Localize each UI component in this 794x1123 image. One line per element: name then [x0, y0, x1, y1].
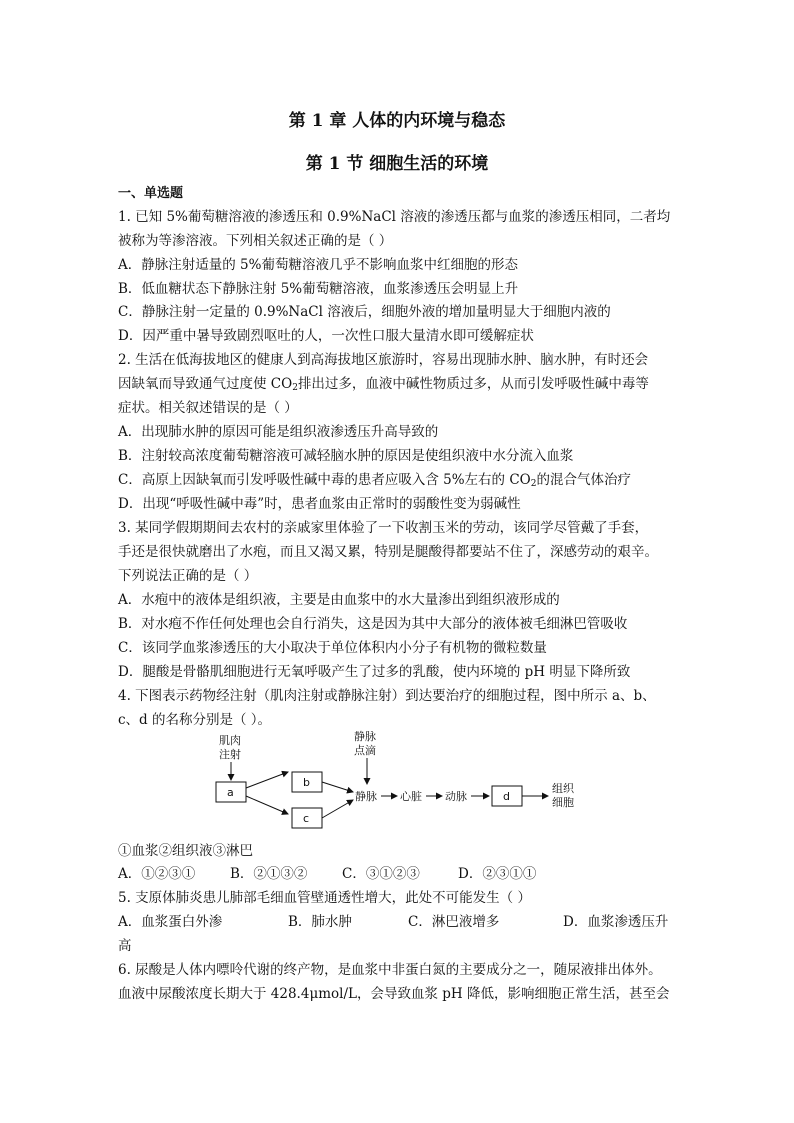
q4-option-d: D．②③①① — [458, 866, 537, 882]
q2-option-d: D．出现“呼吸性碱中毒”时，患者血浆由正常时的弱酸性变为弱碱性 — [118, 496, 521, 512]
q3-option-c: C．该同学血浆渗透压的大小取决于单位体积内小分子有机物的微粒数量 — [118, 640, 547, 656]
im-injection-label-1: 肌肉 — [219, 734, 241, 747]
q1-stem-line2: 被称为等渗溶液。下列相关叙述正确的是（ ） — [118, 233, 393, 249]
q5-option-a: A．血浆蛋白外渗 — [118, 914, 223, 930]
q1-stem-line1: 1. 已知 5%葡萄糖溶液的渗透压和 0.9%NaCl 溶液的渗透压都与血浆的渗透压相同，二者均 — [118, 209, 671, 225]
iv-drip-label-2: 点滴 — [354, 744, 376, 757]
q2-stem-line3: 症状。相关叙述错误的是（ ） — [118, 400, 298, 416]
q4-stem-line2: c、d 的名称分别是（ ）。 — [118, 712, 272, 728]
q5-option-b: B．肺水肿 — [288, 914, 352, 930]
q1-option-a: A．静脉注射适量的 5%葡萄糖溶液几乎不影响血浆中红细胞的形态 — [118, 257, 518, 273]
q2-stem-line1: 2. 生活在低海拔地区的健康人到高海拔地区旅游时，容易出现肺水肿、脑水肿，有时还会 — [118, 352, 649, 368]
q3-stem-line3: 下列说法正确的是（ ） — [118, 568, 258, 584]
q1-option-c: C．静脉注射一定量的 0.9%NaCl 溶液后，细胞外液的增加量明显大于细胞内液的 — [118, 304, 611, 320]
q4-legend: ①血浆②组织液③淋巴 — [118, 843, 253, 859]
q4-option-b: B．②①③② — [230, 866, 308, 882]
subscript-2: 2 — [292, 383, 298, 393]
heart-label: 心脏 — [400, 790, 422, 803]
box-c-label: c — [303, 812, 310, 825]
q5-option-c: C．淋巴液增多 — [408, 914, 500, 930]
part-heading: 一、单选题 — [118, 186, 184, 201]
arrow-a-to-c — [246, 796, 288, 814]
box-d-label: d — [503, 790, 510, 803]
arrow-a-to-b — [246, 772, 288, 788]
box-a-label: a — [227, 786, 234, 799]
q6-stem-line1: 6. 尿酸是人体内嘌呤代谢的终产物，是血浆中非蛋白氮的主要成分之一，随尿液排出体外。 — [118, 962, 662, 978]
vein-label: 静脉 — [355, 790, 377, 803]
q3-option-a: A．水疱中的液体是组织液，主要是由血浆中的水大量渗出到组织液形成的 — [118, 592, 560, 608]
q6-stem-line2: 血液中尿酸浓度长期大于 428.4μmol/L，会导致血浆 pH 降低，影响细胞正常生活，甚至会 — [118, 986, 670, 1002]
q2-option-a: A．出现肺水肿的原因可能是组织液渗透压升高导致的 — [118, 424, 439, 440]
q1-option-d: D．因严重中暑导致剧烈呕吐的人，一次性口服大量清水即可缓解症状 — [118, 328, 534, 344]
q3-option-b: B．对水疱不作任何处理也会自行消失，这是因为其中大部分的液体被毛细淋巴管吸收 — [118, 616, 628, 632]
arrow-c-to-vein — [322, 800, 353, 818]
q2-stem-line2-part2: 排出过多，血液中碱性物质过多，从而引发呼吸性碱中毒等 — [297, 376, 649, 392]
q3-option-d: D．腿酸是骨骼肌细胞进行无氧呼吸产生了过多的乳酸，使内环境的 pH 明显下降所致 — [118, 664, 631, 680]
drug-pathway-diagram — [210, 730, 610, 835]
q2-option-c — [118, 471, 631, 493]
artery-label: 动脉 — [445, 790, 467, 803]
q4-option-a: A．①②③① — [118, 866, 196, 882]
q3-stem-line1: 3. 某同学假期期间去农村的亲戚家里体验了一下收割玉米的劳动，该同学尽管戴了手套， — [118, 520, 649, 536]
q4-options — [118, 865, 536, 883]
section-title: 第 1 节 细胞生活的环境 — [305, 154, 489, 174]
q1-option-b: B．低血糖状态下静脉注射 5%葡萄糖溶液，血浆渗透压会明显上升 — [118, 281, 519, 297]
q5-option-d: D．血浆渗透压升 — [563, 914, 669, 930]
q5-stem: 5. 支原体肺炎患儿肺部毛细血管壁通透性增大，此处不可能发生（ ） — [118, 890, 531, 906]
box-b-label: b — [303, 776, 310, 789]
tissue-cells-label-1: 组织 — [552, 782, 574, 795]
q2-option-b: B．注射较高浓度葡萄糖溶液可减轻脑水肿的原因是使组织液中水分流入血浆 — [118, 448, 574, 464]
q5-options — [118, 913, 668, 931]
q4-stem-line1: 4. 下图表示药物经注射（肌肉注射或静脉注射）到达要治疗的细胞过程，图中所示 a、b、 — [118, 688, 656, 704]
q2-stem-line2 — [118, 375, 649, 397]
chapter-title: 第 1 章 人体的内环境与稳态 — [288, 111, 506, 131]
q4-option-c: C．③①②③ — [342, 866, 420, 882]
arrow-b-to-vein — [322, 782, 353, 792]
q2-option-c-part2: 的混合气体治疗 — [536, 472, 631, 488]
q5-option-d-continued: 高 — [118, 938, 132, 954]
iv-drip-label-1: 静脉 — [354, 730, 376, 743]
im-injection-label-2: 注射 — [219, 748, 241, 761]
q3-stem-line2: 手还是很快就磨出了水疱，而且又渴又累，特别是腿酸得都要站不住了，深感劳动的艰辛。 — [118, 544, 658, 560]
q2-option-c-part1: C．高原上因缺氧而引发呼吸性碱中毒的患者应吸入含 5%左右的 CO — [118, 472, 531, 488]
tissue-cells-label-2: 细胞 — [552, 796, 574, 809]
subscript-2: 2 — [530, 479, 537, 489]
q2-stem-line2-part1: 因缺氧而导致通气过度使 CO — [118, 376, 293, 392]
